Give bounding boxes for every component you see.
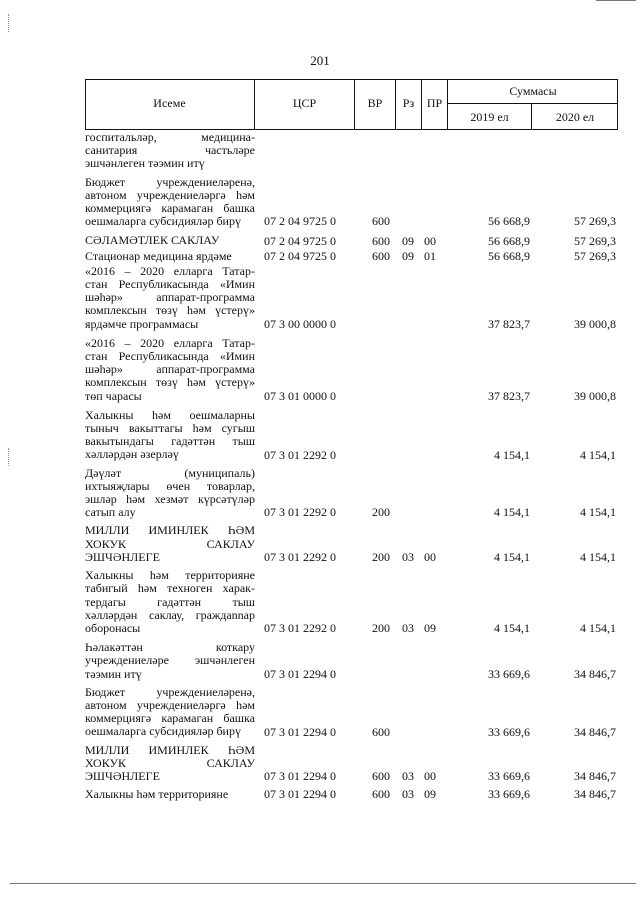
row-name-line: стан Республикасында «Имин <box>85 349 255 364</box>
row-name-line: учреждениеләре эшчәнлеген <box>85 653 255 668</box>
header-rz: Рз <box>402 96 415 110</box>
row-rz: 03 <box>402 769 414 784</box>
row-name-line: ярдәмче программасы <box>85 316 199 331</box>
row-name-line: госпитальләр, медицина- <box>85 130 255 144</box>
table-row <box>0 569 640 635</box>
row-sum-2019: 4 154,1 <box>494 621 530 636</box>
top-edge-rule <box>596 0 636 1</box>
row-rz: 03 <box>402 787 414 802</box>
table-row <box>0 641 640 681</box>
row-name-line: ЭШЧӘНЛЕГЕ <box>85 768 160 783</box>
header-2020: 2020 ел <box>555 110 595 124</box>
row-sum-2020: 57 269,3 <box>574 248 616 263</box>
row-sum-2019: 56 668,9 <box>488 233 530 248</box>
row-name-line: комплексын төзү һәм үстерү» <box>85 375 255 390</box>
row-name-line: СӘЛАМӘТЛЕК САКЛАУ <box>85 233 220 248</box>
row-vr: 600 <box>372 724 390 739</box>
row-pr: 01 <box>424 248 436 263</box>
row-name-line: оешмаларга субсидияләр бирү <box>85 214 241 229</box>
row-name-line: «2016 – 2020 елларга Татар- <box>85 335 255 350</box>
row-sum-2020: 39 000,8 <box>574 388 616 403</box>
row-csr: 07 3 01 2294 0 <box>264 666 336 681</box>
row-name-line: Һәлакәттән коткару <box>85 640 255 655</box>
row-sum-2020: 34 846,7 <box>574 787 616 802</box>
table-header <box>85 79 618 130</box>
row-csr: 07 3 01 2294 0 <box>264 769 336 784</box>
row-name-line: ХОКУК САКЛАУ <box>85 755 255 770</box>
bottom-edge-rule <box>10 883 636 884</box>
header-pr: ПР <box>426 96 443 110</box>
table-row <box>0 788 640 801</box>
table-row <box>0 176 640 229</box>
row-name-line: шәһәр» аппарат-программа <box>85 290 255 305</box>
table-row <box>0 744 640 784</box>
table-row <box>0 524 640 564</box>
row-name-line: эшләр һәм хезмәт күрсәтүләр <box>85 492 255 507</box>
row-name-line: шәһәр» аппарат-программа <box>85 362 255 377</box>
row-name-line: МИЛЛИ ИМИНЛЕК ҺӘМ <box>85 523 255 538</box>
row-name-line: хәлләрдән саклау, граждannар <box>85 607 255 622</box>
row-name-line: хәлләрдән әзерләү <box>85 447 179 462</box>
row-vr: 200 <box>372 550 390 565</box>
row-pr: 00 <box>424 769 436 784</box>
row-name-line: сатып алу <box>85 505 136 520</box>
row-name-line: тыныч вакыттагы һәм сугыш <box>85 421 255 436</box>
row-name-line: оешмаларга субсидияләр бирү <box>85 724 241 739</box>
row-name-line: стан Республикасында «Имин <box>85 277 255 292</box>
row-vr: 600 <box>372 248 390 263</box>
table-row <box>0 265 640 331</box>
row-sum-2019: 4 154,1 <box>494 447 530 462</box>
row-pr: 09 <box>424 621 436 636</box>
row-name-line: Бюджет учреждениеләренә, <box>85 684 255 699</box>
row-sum-2020: 4 154,1 <box>580 621 616 636</box>
row-name-line: Стационар медицина ярдәме <box>85 248 232 263</box>
row-sum-2020: 39 000,8 <box>574 316 616 331</box>
header-name: Исеме <box>153 96 186 110</box>
row-name-line: Халыкны һәм территорияне <box>85 787 229 802</box>
row-name-line: Халыкны һәм территорияне <box>85 568 255 583</box>
row-csr: 07 3 00 0000 0 <box>264 316 336 331</box>
row-csr: 07 3 01 2294 0 <box>264 724 336 739</box>
row-sum-2020: 57 269,3 <box>574 233 616 248</box>
row-name-line: Дәүләт (муниципаль) <box>85 465 255 480</box>
row-sum-2019: 4 154,1 <box>494 505 530 520</box>
row-csr: 07 3 01 2292 0 <box>264 550 336 565</box>
row-pr: 00 <box>424 233 436 248</box>
row-vr: 600 <box>372 769 390 784</box>
row-name-line: тердагы гадәттән тыш <box>85 594 255 609</box>
row-sum-2019: 33 669,6 <box>488 666 530 681</box>
row-name-line: Халыкны һәм оешмаларны <box>85 407 255 422</box>
row-vr: 600 <box>372 214 390 229</box>
row-csr: 07 3 01 2292 0 <box>264 447 336 462</box>
row-name-line: комплексын төзү һәм үстерү» <box>85 303 255 318</box>
row-name-line: ХОКУК САКЛАУ <box>85 536 255 551</box>
row-rz: 09 <box>402 248 414 263</box>
row-name-line: вакытындагы гадәттән тыш <box>85 434 255 449</box>
row-vr: 600 <box>372 787 390 802</box>
table-row <box>0 250 640 263</box>
row-sum-2019: 37 823,7 <box>488 316 530 331</box>
row-csr: 07 2 04 9725 0 <box>264 233 336 248</box>
row-name-line: ЭШЧӘНЛЕГЕ <box>85 549 160 564</box>
table-row <box>0 131 640 171</box>
row-rz: 03 <box>402 550 414 565</box>
row-sum-2019: 4 154,1 <box>494 550 530 565</box>
table-row <box>0 686 640 739</box>
row-name-line: автоном учреждениеләргә һәм <box>85 187 255 202</box>
table-row <box>0 409 640 462</box>
row-name-line: санитария частьләре <box>85 143 255 158</box>
header-2019: 2019 ел <box>470 110 509 124</box>
row-sum-2020: 34 846,7 <box>574 724 616 739</box>
row-name-line: коммерциягә карамаган башка <box>85 201 255 216</box>
row-csr: 07 3 01 0000 0 <box>264 388 336 403</box>
row-csr: 07 2 04 9725 0 <box>264 248 336 263</box>
scan-speck <box>8 14 11 32</box>
row-sum-2019: 33 669,6 <box>488 769 530 784</box>
row-sum-2019: 33 669,6 <box>488 787 530 802</box>
page-number: 201 <box>310 53 330 68</box>
row-sum-2020: 4 154,1 <box>580 550 616 565</box>
header-csr: ЦСР <box>292 96 317 110</box>
row-csr: 07 2 04 9725 0 <box>264 214 336 229</box>
row-name-line: оборонасы <box>85 620 141 635</box>
row-sum-2019: 56 668,9 <box>488 214 530 229</box>
row-sum-2020: 34 846,7 <box>574 769 616 784</box>
table-row <box>0 467 640 520</box>
row-pr: 00 <box>424 550 436 565</box>
row-name-line: төп чарасы <box>85 388 142 403</box>
row-name-line: тәэмин итү <box>85 666 142 681</box>
row-csr: 07 3 01 2294 0 <box>264 787 336 802</box>
header-vr: ВР <box>367 96 383 110</box>
header-sums: Суммасы <box>509 84 557 98</box>
row-sum-2019: 33 669,6 <box>488 724 530 739</box>
row-csr: 07 3 01 2292 0 <box>264 621 336 636</box>
table-body <box>0 131 640 803</box>
row-rz: 09 <box>402 233 414 248</box>
row-sum-2019: 56 668,9 <box>488 248 530 263</box>
row-name-line: коммерциягә карамаган башка <box>85 711 255 726</box>
row-csr: 07 3 01 2292 0 <box>264 505 336 520</box>
row-pr: 09 <box>424 787 436 802</box>
row-name-line: Бюджет учреждениеләренә, <box>85 174 255 189</box>
row-name-line: автоном учреждениеләргә һәм <box>85 697 255 712</box>
row-vr: 200 <box>372 505 390 520</box>
row-sum-2020: 57 269,3 <box>574 214 616 229</box>
row-rz: 03 <box>402 621 414 636</box>
row-name-line: табигый һәм техноген харак- <box>85 581 255 596</box>
row-vr: 200 <box>372 621 390 636</box>
table-row <box>0 234 640 247</box>
table-row <box>0 337 640 403</box>
row-sum-2020: 34 846,7 <box>574 666 616 681</box>
row-sum-2020: 4 154,1 <box>580 505 616 520</box>
row-vr: 600 <box>372 233 390 248</box>
row-name-line: эшчәнлеген тәэмин итү <box>85 156 205 171</box>
row-name-line: «2016 – 2020 елларга Татар- <box>85 263 255 278</box>
row-sum-2019: 37 823,7 <box>488 388 530 403</box>
row-sum-2020: 4 154,1 <box>580 447 616 462</box>
row-name-line: МИЛЛИ ИМИНЛЕК ҺӘМ <box>85 742 255 757</box>
row-name-line: ихтыяҗлары өчен товарлар, <box>85 478 255 493</box>
